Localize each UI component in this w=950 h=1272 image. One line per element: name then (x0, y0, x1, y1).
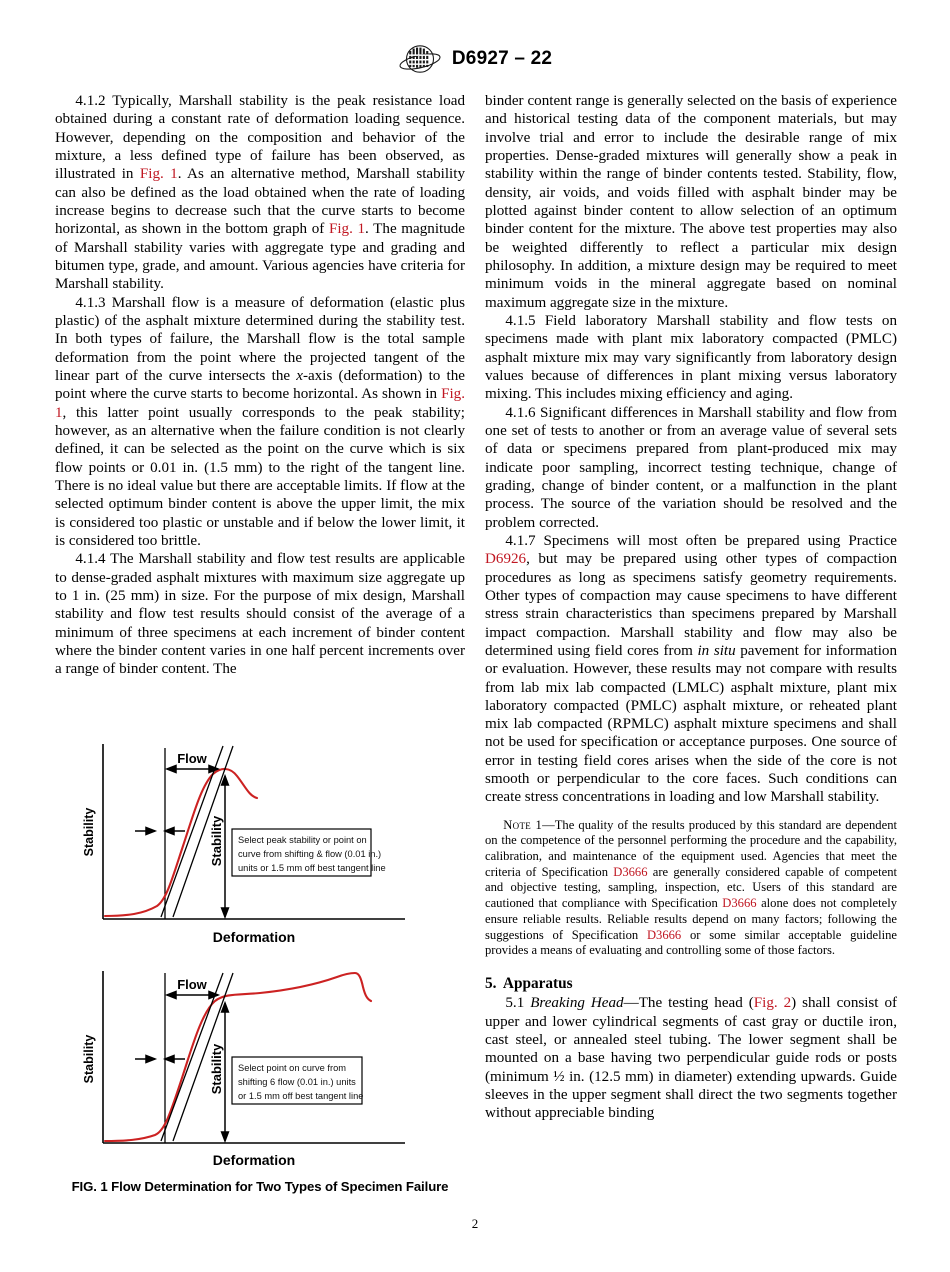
bottom-graph (55, 951, 465, 1169)
top-graph-callout-line-2: curve from shifting & flow (0.01 in.) (238, 849, 382, 859)
bottom-graph-x-axis-title: Deformation (212, 1152, 296, 1168)
section-heading-apparatus (485, 975, 897, 994)
bottom-graph-callout-line-3: or 1.5 mm off best tangent line (238, 1091, 364, 1101)
emphasis-text: Breaking Head (530, 995, 624, 1012)
bottom-graph-y-axis-title: Stability (82, 1034, 96, 1084)
top-graph-callout-line-3: units or 1.5 mm off best tangent line (238, 863, 386, 873)
top-graph-flow-arrow (167, 766, 218, 773)
paragraph-4-1-2: 4.1.2 Typically, Marshall stability is the peak resistance load obtained during a constant rate of deformation loading sequence. However, depending on the composition and behavior of the mixture, a less defined type of failure has been observed, as illustrated in Fig. 1. As an alternative method, Marshall stability can also be defined as the load obtained when the rate of loading increase begins to decrease such that the curve starts to become horizontal, as shown in the bottom graph of Fig. 1. The magnitude of Marshall stability varies with aggregate type and grading and bitumen type, grade, and amount. Various agencies have criteria for Marshall stability. (55, 93, 466, 293)
paragraph-4-1-5: 4.1.5 Field laboratory Marshall stability and flow tests on specimens made with plant mix laboratory compacted (PMLC) asphalt mixture mix may vary significantly from laboratory design values because of differences in plant mixing versus laboratory mixing. This includes mixing efficiency and aging. (485, 312, 897, 403)
cross-reference-link[interactable]: D3666 (646, 927, 682, 942)
bottom-graph-callout-line-2: shifting 6 flow (0.01 in.) units (238, 1077, 356, 1087)
page-number: 2 (471, 1216, 479, 1231)
right-text-column (485, 92, 897, 1123)
cross-reference-link[interactable]: D3666 (722, 896, 757, 911)
top-graph-y-axis-title: Stability (82, 807, 96, 857)
cross-reference-link[interactable]: Fig. 1 (328, 221, 366, 238)
top-graph-offset-arrows (135, 828, 185, 835)
cross-reference-link[interactable]: Fig. 2 (753, 995, 792, 1012)
top-graph-flow-label: Flow (177, 751, 207, 766)
top-graph-stability-label: Stability (209, 815, 224, 867)
top-graph-callout-line-1: Select peak stability or point on (238, 835, 367, 845)
cross-reference-link[interactable]: Fig. 1 (55, 386, 465, 421)
astm-logo-icon (398, 42, 442, 76)
bottom-graph-callout-line-1: Select point on curve from (238, 1063, 346, 1073)
paragraph-5-1: 5.1 Breaking Head—The testing head (Fig. 2) shall consist of upper and lower cylindrical segments of cast gray or ductile iron, cast steel, or annealed steel tubing. The lower segment shall be mounted on a base having two perpendicular guide rods or posts (minimum ½ in. (12.5 mm) in diameter) extending upwards. Guide sleeves in the upper segment shall direct the two segments together without appreciable binding (485, 995, 898, 1122)
paragraph-4-1-4-continued: binder content range is generally selected on the basis of experience and historical testing data of the component materials, but may involve trial and error to include the desirable range of mix properties. Dense-graded mixtures will generally show a peak in stability within the range of binder contents tested. Stability, flow, density, air voids, and voids filled with asphalt binder may be plotted against binder content to allow selection of an optimum binder content for the mixture. The above test properties may also be weighted differently to reflect a particular mix design philosophy. In addition, a mixture design may be required to meet minimum voids in the mineral aggregate based on nominal maximum aggregate size in the mixture. (485, 93, 897, 311)
left-text-column (55, 92, 465, 679)
section-title: Apparatus (502, 974, 573, 992)
paragraph-4-1-3: 4.1.3 Marshall flow is a measure of deformation (elastic plus plastic) of the asphalt mixture determined during the stability test. In both types of failure, the Marshall flow is the total sample deformation from the point where the projected tangent of the linear part of the curve intersects the x-axis (deformation) to the point where the curve starts to become horizontal. As shown in Fig. 1, this latter point usually corresponds to the peak stability; however, as an alternative when the failure condition is not clearly defined, it can be selected as the point on the curve which is six flow points or 0.01 in. (1.5 mm) to the right of the tangent line. There is no ideal value but there are acceptable limits. If flow at the selected optimum binder content is above the upper limit, the mix is considered too plastic or unstable and if below the lower limit, it is considered too brittle. (55, 294, 465, 549)
bottom-graph-flow-label: Flow (177, 977, 207, 992)
top-graph-x-axis-title: Deformation (212, 929, 296, 945)
emphasis-text: in situ (697, 642, 736, 659)
cross-reference-link[interactable]: Fig. 1 (139, 166, 178, 183)
bottom-graph-flow-arrow (167, 992, 218, 999)
bottom-graph-tangent-line-2 (173, 973, 233, 1141)
note-label: Note 1 (503, 817, 543, 832)
section-number: 5. (485, 974, 497, 992)
note-body: —The quality of the results produced by this standard are dependent on the competence of the personnel performing the procedure and the capability, calibration, and maintenance of the equipment used. Agencies that meet the criteria of Specification D3666 are generally considered capable of competent and objective testing, sampling, inspection, etc. Users of this standard are cautioned that compliance with Specification D3666 alone does not completely ensure reliable results. Reliable results depend on many factors; following the suggestions of Specification D3666 or some similar acceptable guideline provides a means of evaluating and controlling some of those factors. (485, 817, 897, 958)
paragraph-4-1-6: 4.1.6 Significant differences in Marshall stability and flow from one set of tests to another or from an average value of several sets of data or specimens prepared from plant-produced mix may indicate poor sampling, incorrect testing technique, change of grading, change of binder content, or a malfunction in the plant process. The source of the variation should be resolved and the problem corrected. (485, 404, 897, 531)
note-1 (485, 818, 897, 959)
cross-reference-link[interactable]: D6926 (485, 551, 527, 568)
standard-designation: D6927 – 22 (451, 48, 553, 69)
bottom-graph-stability-label: Stability (209, 1043, 224, 1095)
emphasis-text: x (296, 367, 303, 384)
bottom-graph-offset-arrows (135, 1056, 185, 1063)
paragraph-4-1-7: 4.1.7 Specimens will most often be prepared using Practice D6926, but may be prepared using other types of compaction procedures as long as specimens satisfy geometry requirements. Other types of compaction may cause specimens to have different stress strain characteristics than specimens prepared by Marshall impact compaction. Marshall stability and flow may also be determined using field cores from in situ pavement for information or evaluation. However, these results may not compare with results from lab mix lab compacted (LMLC) asphalt mixture, plant mix laboratory compacted (PMLC) asphalt mixture, or reheated plant mix lab compacted (RPMLC) asphalt mixture specimens and shall not be used for specification or acceptance purposes. One source of error in testing field cores arises when the side of the core is not smooth or perpendicular to the core faces. Such conditions can create stress concentrations in loading and low Marshall stability. (485, 532, 897, 806)
page-header (0, 42, 950, 76)
cross-reference-link[interactable]: D3666 (613, 864, 648, 879)
paragraph-4-1-4: 4.1.4 The Marshall stability and flow test results are applicable to dense-graded asphalt mixtures with maximum size aggregate up to 1 in. (25 mm) in size. For the purpose of mix design, Marshall stability and flow test results should consist of the average of a minimum of three specimens at each increment of binder content where the binder content varies in one half percent increments over a range of binder content. The (55, 551, 465, 678)
figure-caption: FIG. 1 Flow Determination for Two Types of Specimen Failure (71, 1179, 449, 1194)
top-graph (55, 736, 465, 951)
figure-1 (55, 736, 465, 1194)
